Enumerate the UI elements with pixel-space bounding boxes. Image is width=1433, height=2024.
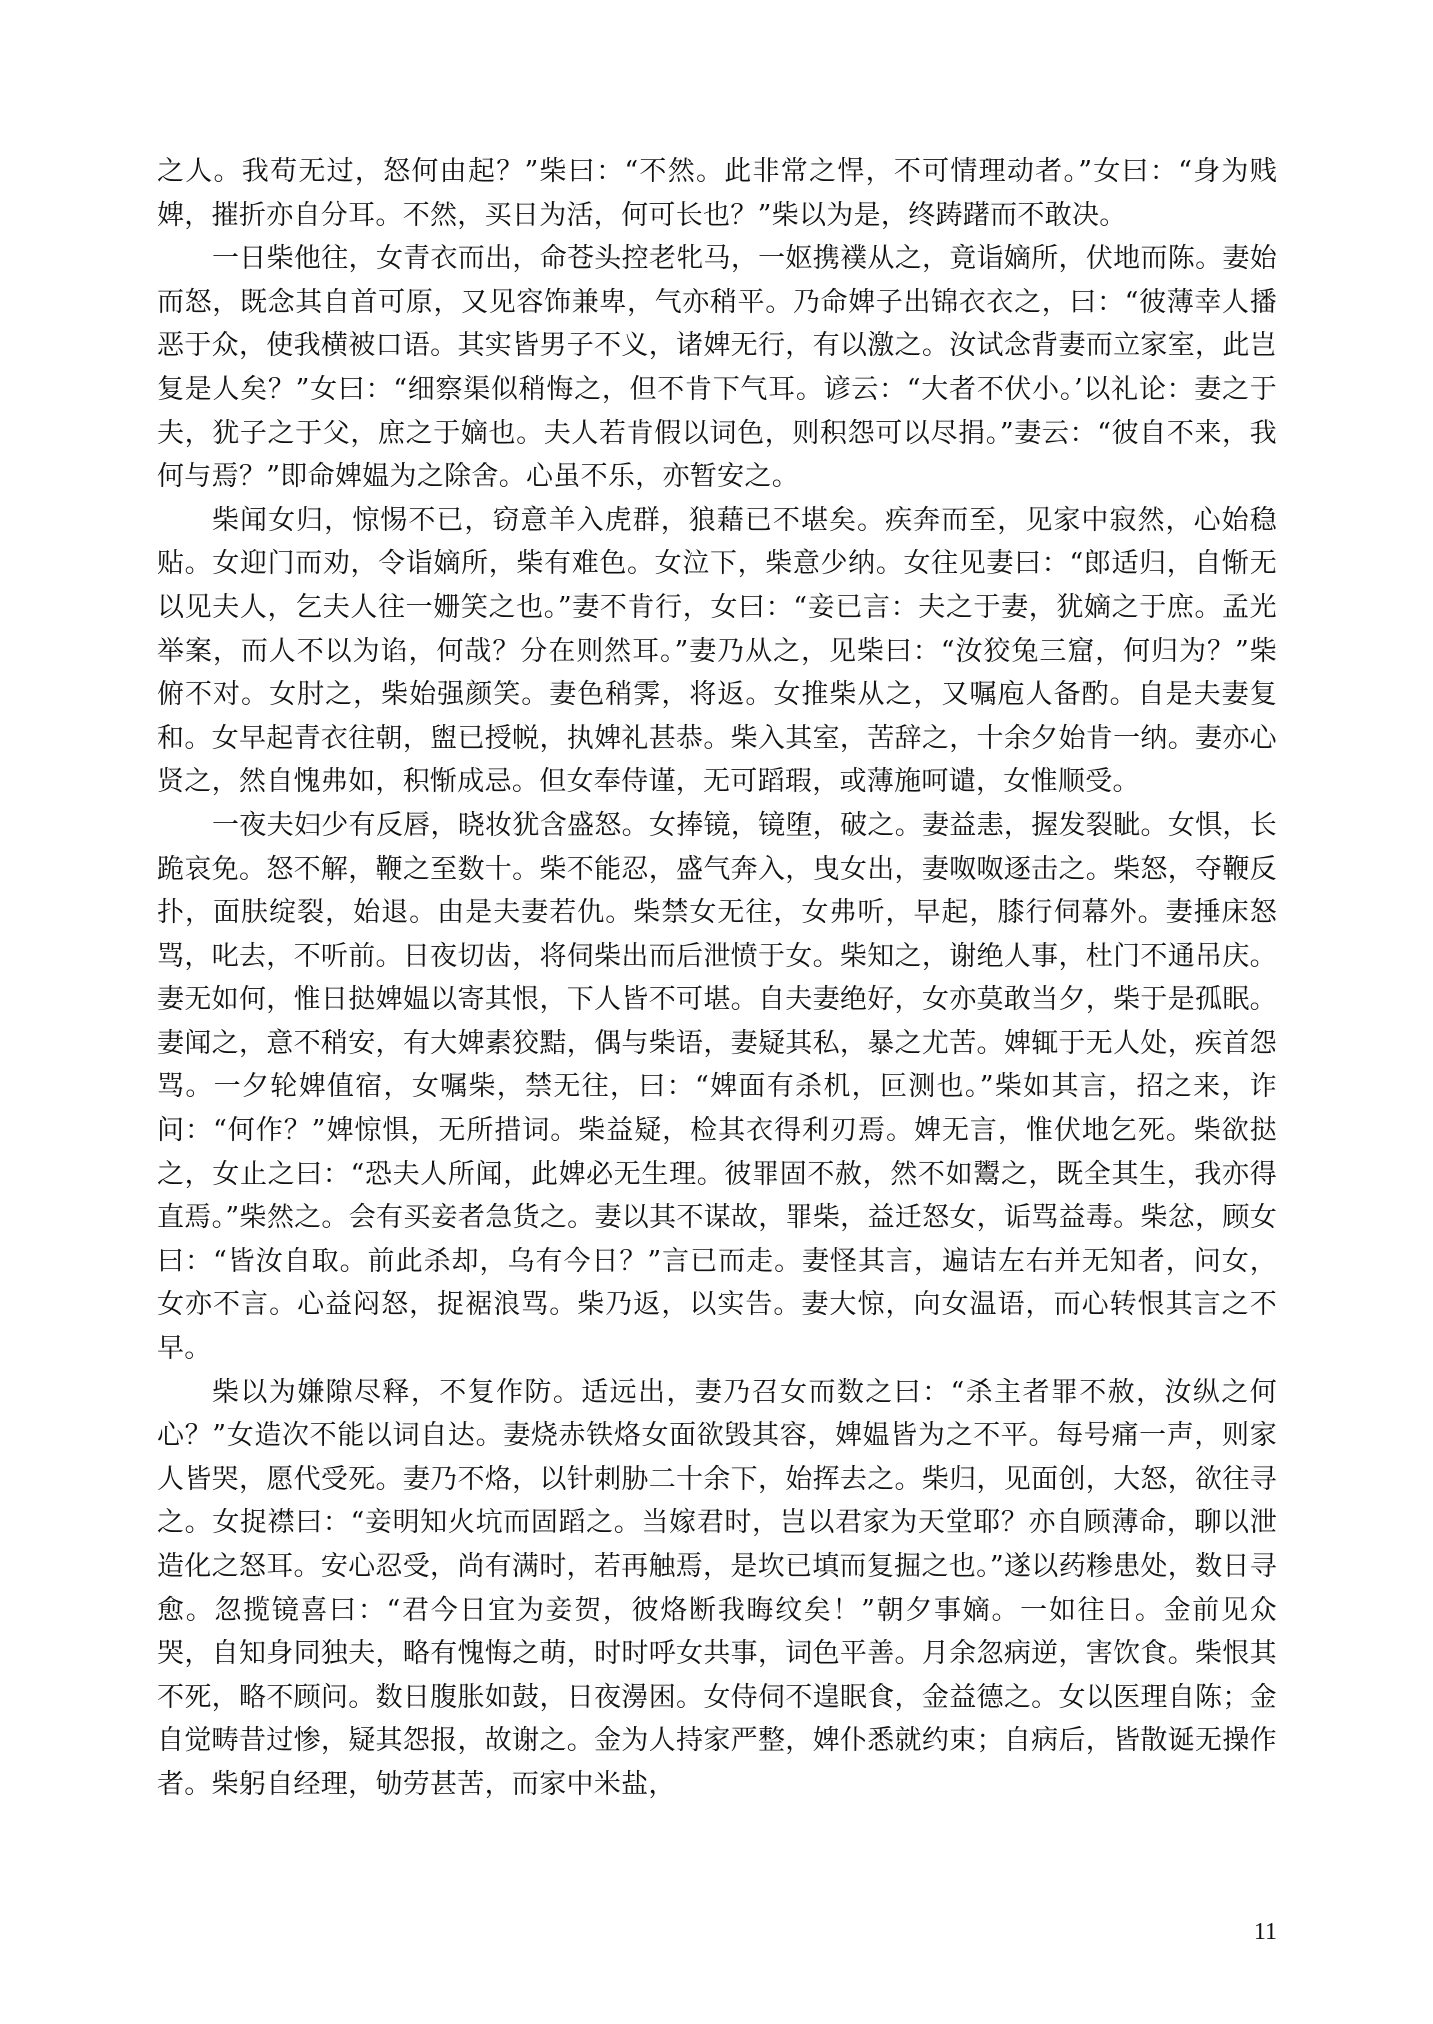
paragraph-2: 一日柴他往，女青衣而出，命苍头控老牝马，一妪携襆从之，竟诣嫡所，伏地而陈。妻始而怒，既念其自首可原，又见容饰兼卑，气亦稍平。乃命婢子出锦衣衣之，曰：“彼薄幸人播恶于众，使我横被口语。其实皆男子不义，诸婢无行，有以激之。汝试念背妻而立家室，此岂复是人矣？”女曰：“细察渠似稍悔之，但不肯下气耳。谚云：“大者不伏小。’以礼论：妻之于夫，犹子之于父，庶之于嫡也。夫人若肯假以词色，则积怨可以尽捐。”妻云：“彼自不来，我何与焉？”即命婢媪为之除舍。心虽不乐，亦暂安之。	[157, 243, 1277, 493]
text-body	[157, 150, 1277, 1807]
paragraph-5: 柴以为嫌隙尽释，不复作防。适远出，妻乃召女而数之曰：“杀主者罪不赦，汝纵之何心？”女造次不能以词自达。妻烧赤铁烙女面欲毁其容，婢媪皆为之不平。每号痛一声，则家人皆哭，愿代受死。妻乃不烙，以针刺胁二十余下，始挥去之。柴归，见面创，大怒，欲往寻之。女捉襟曰：“妾明知火坑而固蹈之。当嫁君时，岂以君家为天堂耶？亦自顾薄命，聊以泄造化之怒耳。安心忍受，尚有满时，若再触焉，是坎已填而复掘之也。”遂以药糁患处，数日寻愈。忽揽镜喜曰：“君今日宜为妾贺，彼烙断我晦纹矣！”朝夕事嫡。一如往日。金前见众哭，自知身同独夫，略有愧悔之萌，时时呼女共事，词色平善。月余忽病逆，害饮食。柴恨其不死，略不顾问。数日腹胀如鼓，日夜澷困。女侍伺不遑眠食，金益德之。女以医理自陈；金自觉畴昔过惨，疑其怨报，故谢之。金为人持家严整，婢仆悉就约束；自病后，皆散诞无操作者。柴躬自经理，劬劳甚苦，而家中米盐，	[157, 1376, 1277, 1800]
paragraph-1: 之人。我苟无过，怒何由起？”柴曰：“不然。此非常之悍，不可情理动者。”女曰：“身为贱婢，摧折亦自分耳。不然，买日为活，何可长也？”柴以为是，终踌躇而不敢决。	[157, 156, 1277, 231]
paragraph-3: 柴闻女归，惊惕不已，窃意羊入虎群，狼藉已不堪矣。疾奔而至，见家中寂然，心始稳贴。女迎门而劝，令诣嫡所，柴有难色。女泣下，柴意少纳。女往见妻曰：“郎适归，自惭无以见夫人，乞夫人往一姗笑之也。”妻不肯行，女曰：“妾已言：夫之于妻，犹嫡之于庶。孟光举案，而人不以为谄，何哉？分在则然耳。”妻乃从之，见柴曰：“汝狡兔三窟，何归为？”柴俯不对。女肘之，柴始强颜笑。妻色稍霁，将返。女推柴从之，又嘱庖人备酌。自是夫妻复和。女早起青衣往朝，盥已授帨，执婢礼甚恭。柴入其室，苦辞之，十余夕始肯一纳。妻亦心贤之，然自愧弗如，积惭成忌。但女奉侍谨，无可蹈瑕，或薄施呵谴，女惟顺受。	[157, 504, 1277, 798]
paragraph-4: 一夜夫妇少有反唇，晓妆犹含盛怒。女捧镜，镜堕，破之。妻益恚，握发裂眦。女惧，长跪哀免。怒不解，鞭之至数十。柴不能忍，盛气奔入，曳女出，妻呶呶逐击之。柴怒，夺鞭反扑，面肤绽裂，始退。由是夫妻若仇。柴禁女无往，女弗听，早起，膝行伺幕外。妻捶床怒骂，叱去，不听前。日夜切齿，将伺柴出而后泄愤于女。柴知之，谢绝人事，杜门不通吊庆。妻无如何，惟日挞婢媪以寄其恨，下人皆不可堪。自夫妻绝好，女亦莫敢当夕，柴于是孤眠。妻闻之，意不稍安，有大婢素狡黠，偶与柴语，妻疑其私，暴之尤苦。婢辄于无人处，疾首怨骂。一夕轮婢值宿，女嘱柴，禁无往，曰：“婢面有杀机，叵测也。”柴如其言，招之来，诈问：“何作？”婢惊惧，无所措词。柴益疑，检其衣得利刃焉。婢无言，惟伏地乞死。柴欲挞之，女止之曰：“恐夫人所闻，此婢必无生理。彼罪固不赦，然不如鬻之，既全其生，我亦得直焉。”柴然之。会有买妾者急货之。妻以其不谋故，罪柴，益迁怒女，诟骂益毒。柴忿，顾女曰：“皆汝自取。前此杀却，乌有今日？”言已而走。妻怪其言，遍诘左右并无知者，问女，女亦不言。心益闷怒，捉裾浪骂。柴乃返，以实告。妻大惊，向女温语，而心转恨其言之不早。	[157, 809, 1277, 1365]
page-number: 11	[1253, 1919, 1277, 1945]
